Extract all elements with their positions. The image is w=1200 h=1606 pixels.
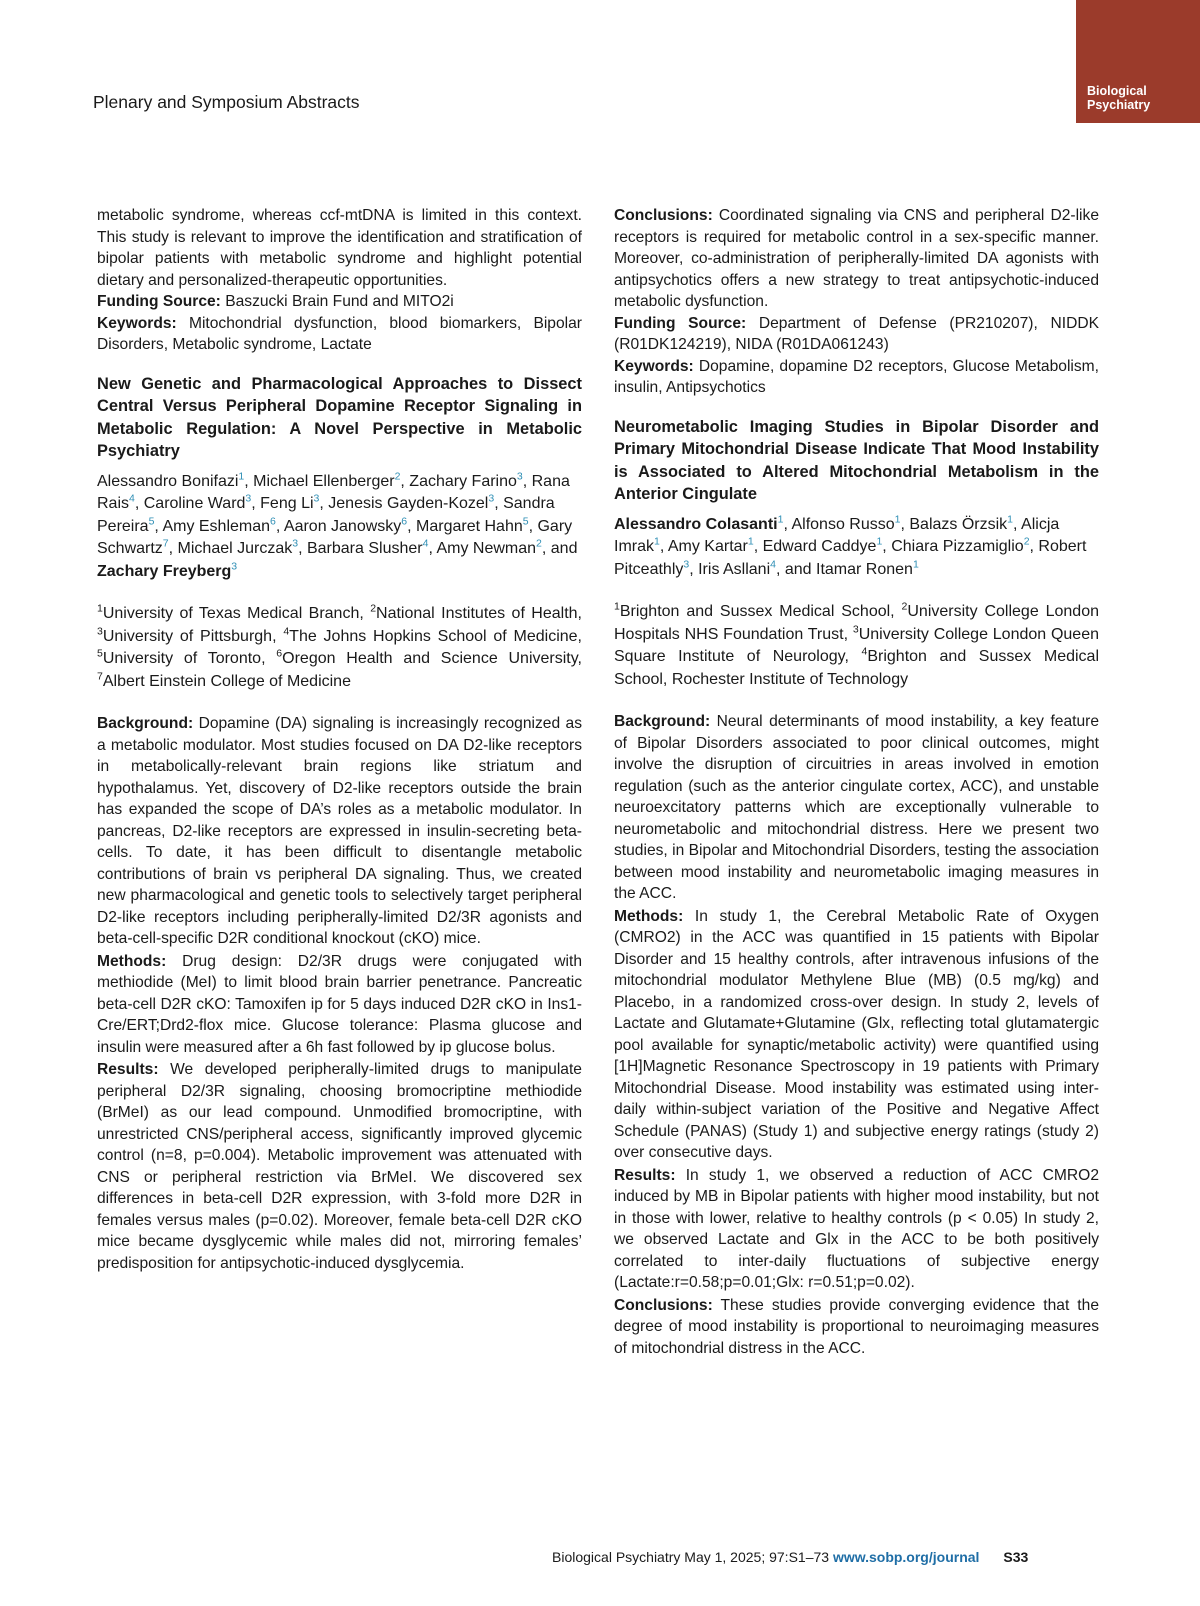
author-affiliation-ref[interactable]: 5	[148, 515, 155, 528]
affiliation-number: 5	[97, 647, 103, 660]
journal-badge-line1: Biological	[1087, 84, 1147, 98]
author-name: Chiara Pizzamiglio	[891, 538, 1024, 555]
abstract-title: New Genetic and Pharmacological Approaches to Dissect Central Versus Peripheral Dopamine Receptor Signaling in Metabolic Regulation: A Novel Perspective in Metabolic Psychiatry	[97, 374, 582, 460]
author-name: Barbara Slusher	[306, 540, 423, 557]
author-name: Alicja Imrak	[614, 515, 1060, 555]
author-name: Edward Caddye	[762, 538, 877, 555]
author-affiliation-ref[interactable]: 1	[894, 513, 901, 526]
funding-text: Department of Defense (PR210207), NIDDK (R01DK124219), NIDA (R01DA061243)	[614, 314, 1099, 353]
author-affiliation-ref[interactable]: 4	[422, 537, 429, 550]
author-affiliation-ref[interactable]: 1	[777, 513, 784, 526]
author-name: Balazs Örzsik	[909, 515, 1008, 533]
results-label: Results:	[614, 1166, 676, 1184]
methods-text: Drug design: D2/3R drugs were conjugated with methiodide (MeI) to limit blood brain barrier penetrance. Pancreatic beta-cell D2R cKO: Tamoxifen ip for 5 days induced D2R cKO in Ins1-Cre/ERT;Drd2-flox mice. Glucose tolerance: Plasma glucose and insulin were measured after a 6h fast followed by ip glucose bolus.	[97, 952, 582, 1056]
author-separator: ,	[783, 515, 792, 533]
affiliation-text: Oregon Health and Science University,	[282, 650, 582, 667]
background-label: Background:	[97, 715, 194, 732]
author-affiliation-ref[interactable]: 3	[683, 558, 690, 571]
affiliation-number: 6	[276, 647, 283, 660]
conclusions-label: Conclusions:	[614, 1296, 713, 1314]
author-name: Jenesis Gayden-Kozel	[328, 495, 489, 512]
author-name: Amy Kartar	[667, 538, 748, 555]
author-name: Amy Eshleman	[162, 517, 271, 535]
author-name: Zachary Freyberg	[97, 562, 232, 580]
author-separator: ,	[528, 517, 538, 535]
author-affiliation-ref[interactable]: 3	[313, 492, 320, 505]
abstract-body	[614, 711, 1099, 1359]
affiliation-text: Brighton and Sussex Medical School,	[619, 603, 902, 620]
conclusions-text: These studies provide converging evidence that the degree of mood instability is proportional to neuroimaging measures of mitochondrial distress in the ACC.	[614, 1296, 1099, 1357]
author-list	[614, 514, 1099, 582]
author-name: Alessandro Colasanti	[614, 515, 778, 533]
author-affiliation-ref[interactable]: 1	[876, 535, 883, 548]
author-affiliation-ref[interactable]: 6	[270, 515, 276, 528]
author-affiliation-ref[interactable]: 5	[522, 515, 529, 528]
right-column	[614, 205, 1099, 1359]
author-affiliation-ref[interactable]: 4	[770, 558, 776, 571]
page-footer	[552, 1549, 1028, 1565]
conclusions-paragraph	[614, 205, 1099, 313]
background-text: Dopamine (DA) signaling is increasingly recognized as a metabolic modulator. Most studies focused on DA D2-like receptors in metabolically-relevant brain regions like striatum and hypothalamus. Yet, discovery of D2-like receptors outside the brain has expanded the scope of DA’s roles as a metabolic modulator. In pancreas, D2-like receptors are expressed in insulin-secreting beta-cells. To date, it has been difficult to disentangle metabolic contributions of brain vs peripheral DA signaling. Thus, we created new pharmacological and genetic tools to selectively target peripheral D2-like receptors including peripherally-limited D2/3R agonists and beta-cell-specific D2R conditional knockout (cKO) mice.	[97, 715, 582, 947]
affiliation-number: 7	[97, 670, 103, 683]
author-affiliation-ref[interactable]: 4	[129, 492, 135, 505]
author-affiliation-ref[interactable]: 1	[1007, 513, 1014, 526]
author-name: Feng Li	[260, 495, 314, 512]
author-affiliation-ref[interactable]: 1	[654, 535, 660, 548]
journal-badge-line2: Psychiatry	[1087, 98, 1151, 112]
author-affiliation-ref[interactable]: 1	[912, 558, 919, 571]
funding-source	[614, 313, 1099, 356]
author-affiliation-ref[interactable]: 3	[516, 470, 523, 483]
affiliation-number: 1	[614, 600, 620, 613]
conclusions-paragraph	[614, 1295, 1099, 1360]
author-separator: ,	[1013, 515, 1022, 533]
results-label: Results:	[97, 1061, 159, 1078]
author-separator: ,	[522, 472, 532, 490]
author-affiliation-ref[interactable]: 3	[231, 560, 238, 573]
funding-label: Funding Source:	[614, 314, 747, 332]
affiliation-text: The Johns Hopkins School of Medicine,	[289, 627, 582, 645]
affiliation-text: University of Pittsburgh,	[102, 627, 284, 645]
author-name: Michael Ellenberger	[253, 472, 395, 490]
author-affiliation-ref[interactable]: 3	[292, 537, 299, 550]
author-name: Alessandro Bonifazi	[97, 472, 239, 490]
author-affiliation-ref[interactable]: 3	[245, 492, 252, 505]
author-affiliation-ref[interactable]: 2	[536, 537, 542, 550]
affiliation-list	[97, 603, 582, 693]
author-separator: ,	[168, 540, 178, 557]
affiliation-text: National Institutes of Health,	[376, 605, 582, 622]
results-text: In study 1, we observed a reduction of ACC CMRO2 induced by MB in Bipolar patients with higher mood instability, but not in those with lower, relative to healthy controls (p < 0.05) In study 2, we observed Lactate and Glx in the ACC to be both positively correlated to inter-daily fluctuations of subjective energy (Lactate:r=0.58;p=0.01;Glx: r=0.51;p=0.02).	[614, 1166, 1099, 1291]
author-separator: ,	[1029, 538, 1039, 555]
author-name: Zachary Farino	[409, 472, 517, 490]
affiliation-number: 4	[861, 645, 868, 658]
author-list	[97, 471, 582, 584]
author-affiliation-ref[interactable]: 1	[747, 535, 754, 548]
funding-text: Baszucki Brain Fund and MITO2i	[220, 293, 454, 310]
author-separator: ,	[428, 540, 437, 557]
affiliation-number: 4	[283, 625, 290, 638]
methods-paragraph	[614, 906, 1099, 1164]
author-separator: ,	[134, 495, 144, 512]
keywords-text: Dopamine, dopamine D2 receptors, Glucose Metabolism, insulin, Antipsychotics	[614, 357, 1099, 396]
author-separator: , and	[541, 540, 578, 557]
author-separator: ,	[689, 560, 699, 578]
affiliation-number: 2	[370, 602, 377, 615]
results-paragraph	[614, 1165, 1099, 1294]
running-head: Plenary and Symposium Abstracts	[93, 92, 360, 112]
author-separator: ,	[400, 472, 410, 490]
background-paragraph	[614, 711, 1099, 905]
methods-label: Methods:	[97, 952, 167, 970]
author-affiliation-ref[interactable]: 1	[238, 470, 245, 483]
author-separator: ,	[494, 495, 504, 512]
continued-text: metabolic syndrome, whereas ccf-mtDNA is limited in this context. This study is relevant to improve the identification and stratification of bipolar patients with metabolic syndrome and highlight potential dietary and personalized-therapeutic opportunities.	[97, 207, 582, 289]
results-paragraph	[97, 1059, 582, 1274]
author-name: Margaret Hahn	[416, 517, 523, 535]
journal-badge	[1076, 0, 1200, 123]
funding-label: Funding Source:	[97, 293, 221, 310]
affiliation-text: University of Toronto,	[102, 650, 277, 667]
page-number: S33	[1003, 1549, 1029, 1565]
author-name: Robert Pitceathly	[614, 538, 1087, 578]
author-separator: ,	[407, 517, 417, 535]
author-name: Caroline Ward	[143, 495, 246, 512]
affiliation-number: 3	[852, 623, 859, 636]
author-separator: ,	[753, 538, 763, 555]
affiliation-text: Albert Einstein College of Medicine	[102, 672, 351, 690]
author-name: Sandra Pereira	[97, 495, 555, 535]
author-name: Alfonso Russo	[791, 515, 895, 533]
author-separator: ,	[244, 472, 254, 490]
keywords	[97, 313, 582, 356]
keywords-label: Keywords:	[97, 314, 177, 332]
author-separator: ,	[882, 538, 892, 555]
author-separator: ,	[298, 540, 307, 557]
affiliation-text: University of Texas Medical Branch,	[102, 605, 371, 622]
author-name: Amy Newman	[436, 540, 537, 557]
methods-label: Methods:	[614, 907, 684, 925]
funding-source	[97, 291, 582, 313]
keywords-text: Mitochondrial dysfunction, blood biomarkers, Bipolar Disorders, Metabolic syndrome, Lactate	[97, 314, 582, 353]
conclusions-label: Conclusions:	[614, 207, 713, 224]
background-paragraph	[97, 713, 582, 950]
affiliation-text: University College London Hospitals NHS Foundation Trust,	[614, 603, 1100, 643]
affiliation-number: 2	[901, 600, 908, 613]
affiliation-text: University College London Queen Square Institute of Neurology,	[614, 625, 1099, 665]
affiliation-number: 1	[97, 602, 103, 615]
background-label: Background:	[614, 713, 711, 730]
author-separator: ,	[900, 515, 910, 533]
author-affiliation-ref[interactable]: 3	[488, 492, 495, 505]
left-column	[97, 205, 582, 1274]
methods-paragraph	[97, 951, 582, 1059]
author-name: Michael Jurczak	[177, 540, 293, 557]
author-affiliation-ref[interactable]: 2	[394, 470, 401, 483]
results-text: We developed peripherally-limited drugs to manipulate peripheral D2/3R signaling, choosing bromocriptine methiodide (BrMeI) as our lead compound. Unmodified bromocriptine, with unrestricted CNS/peripheral access, significantly improved glycemic control (n=8, p=0.004). Metabolic improvement was attenuated with CNS or peripheral restriction via BrMeI. We discovered sex differences in beta-cell D2R expression, with 3-fold more D2R in females versus males (p=0.02). Moreover, female beta-cell D2R cKO mice became dysglycemic while males did not, mirroring females’ predisposition for antipsychotic-induced dysglycemia.	[97, 1061, 582, 1272]
keywords	[614, 356, 1099, 399]
author-separator: , and	[775, 560, 817, 578]
author-separator: ,	[275, 517, 284, 535]
footer-citation: Biological Psychiatry May 1, 2025; 97:S1–73	[552, 1549, 833, 1565]
author-name: Rana Rais	[97, 472, 570, 512]
affiliation-text: Brighton and Sussex Medical School, Rochester Institute of Technology	[614, 648, 1099, 688]
author-name: Aaron Janowsky	[283, 517, 402, 535]
author-separator: ,	[319, 495, 329, 512]
affiliation-list	[614, 601, 1099, 691]
conclusions-text: Coordinated signaling via CNS and peripheral D2-like receptors is required for metabolic control in a sex-specific manner. Moreover, co-administration of peripherally-limited DA agonists with antipsychotics offers a new strategy to treat antipsychotic-induced metabolic dysfunction.	[614, 207, 1099, 310]
abstract-title: Neurometabolic Imaging Studies in Bipolar Disorder and Primary Mitochondrial Disease Indicate That Mood Instability is Associated to Altered Mitochondrial Metabolism in the Anterior Cingulate	[614, 417, 1099, 503]
journal-url-link[interactable]: www.sobp.org/journal	[832, 1549, 980, 1565]
author-affiliation-ref[interactable]: 7	[162, 537, 169, 550]
author-affiliation-ref[interactable]: 2	[1023, 535, 1030, 548]
author-name: Iris Asllani	[698, 560, 771, 578]
keywords-label: Keywords:	[614, 357, 694, 375]
author-name: Itamar Ronen	[816, 560, 913, 578]
author-separator: ,	[251, 495, 261, 512]
methods-text: In study 1, the Cerebral Metabolic Rate of Oxygen (CMRO2) in the ACC was quantified in 15 patients with Bipolar Disorder and 15 healthy controls, after intravenous infusions of the mitochondrial modulator Methylene Blue (MB) (0.5 mg/kg) and Placebo, in a randomized cross-over design. In study 2, levels of Lactate and Glutamate+Glutamine (Glx, reflecting total glutamatergic pool available for synaptic/metabolic activity) were quantified using [1H]Magnetic Resonance Spectroscopy in 19 patients with Primary Mitochondrial Disease. Mood instability was estimated using inter-daily within-subject variation of the Positive and Negative Affect Schedule (PANAS) (Study 1) and subjective energy ratings (study 2) over consecutive days.	[614, 907, 1099, 1161]
abstract-body	[97, 713, 582, 1274]
author-separator: ,	[659, 538, 668, 555]
author-name: Gary Schwartz	[97, 517, 573, 557]
author-affiliation-ref[interactable]: 6	[401, 515, 408, 528]
affiliation-number: 3	[97, 625, 103, 638]
author-separator: ,	[154, 517, 163, 535]
background-text: Neural determinants of mood instability, a key feature of Bipolar Disorders associated to poor clinical outcomes, might involve the disruption of circuitries in areas involved in emotion regulation (such as the anterior cingulate cortex, ACC), and unstable neuroexcitatory patterns which are exceptionally vulnerable to neurometabolic and mitochondrial distress. Here we present two studies, in Bipolar and Mitochondrial Disorders, testing the association between mood instability and neurometabolic imaging measures in the ACC.	[614, 713, 1099, 902]
